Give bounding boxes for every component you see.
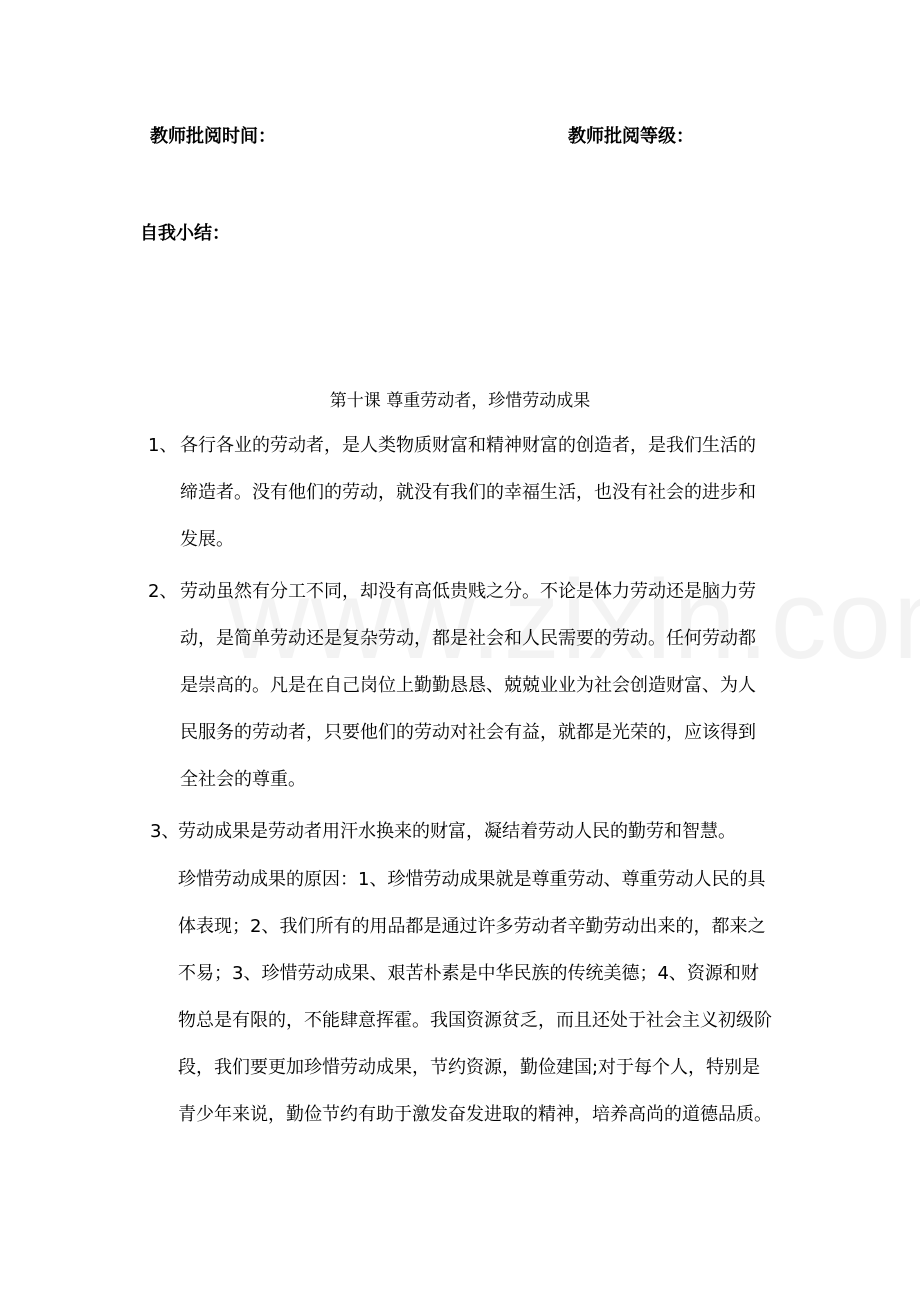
paragraph-line: 发展。: [180, 529, 234, 550]
list-item: [180, 422, 756, 563]
paragraph-line: 缔造者。没有他们的劳动，就没有我们的幸福生活，也没有社会的进步和: [180, 482, 756, 503]
list-item: [180, 568, 756, 803]
paragraph-line: 物总是有限的，不能肆意挥霍。我国资源贫乏，而且还处于社会主义初级阶: [178, 1010, 772, 1031]
paragraph-line: 动，是简单劳动还是复杂劳动，都是社会和人民需要的劳动。任何劳动都: [180, 628, 756, 649]
item-number: 3、: [150, 821, 180, 842]
paragraph-line: 全社会的尊重。: [180, 769, 306, 790]
paragraph-line: 青少年来说，勤俭节约有助于激发奋发进取的精神，培养高尚的道德品质。: [178, 1104, 772, 1125]
grading-time-label: 教师批阅时间：: [150, 126, 276, 147]
paragraph-line: 珍惜劳动成果的原因：1、珍惜劳动成果就是尊重劳动、尊重劳动人民的具: [178, 869, 766, 890]
paragraph-line: 是崇高的。凡是在自己岗位上勤勤恳恳、兢兢业业为社会创造财富、为人: [180, 675, 756, 696]
self-summary-label: 自我小结：: [140, 223, 230, 244]
item-number: 1、: [148, 435, 178, 456]
paragraph-line: 体表现；2、我们所有的用品都是通过许多劳动者辛勤劳动出来的，都来之: [178, 916, 766, 937]
paragraph-line: 民服务的劳动者，只要他们的劳动对社会有益，就都是光荣的，应该得到: [180, 722, 756, 743]
list-item: [178, 808, 736, 855]
paragraph-line: 劳动虽然有分工不同，却没有高低贵贱之分。不论是体力劳动还是脑力劳: [180, 581, 756, 602]
item-number: 2、: [148, 581, 178, 602]
paragraph-line: 不易；3、珍惜劳动成果、艰苦朴素是中华民族的传统美德；4、资源和财: [178, 963, 759, 984]
lesson-title: 第十课 尊重劳动者，珍惜劳动成果: [329, 391, 591, 411]
grading-level-label: 教师批阅等级：: [568, 126, 694, 147]
paragraph-line: 各行各业的劳动者，是人类物质财富和精神财富的创造者，是我们生活的: [180, 435, 756, 456]
paragraph-line: 段，我们要更加珍惜劳动成果，节约资源，勤俭建国;对于每个人，特别是: [178, 1057, 761, 1078]
paragraph-line: 劳动成果是劳动者用汗水换来的财富，凝结着劳动人民的勤劳和智慧。: [178, 821, 736, 842]
list-item-continuation: [178, 856, 772, 1138]
